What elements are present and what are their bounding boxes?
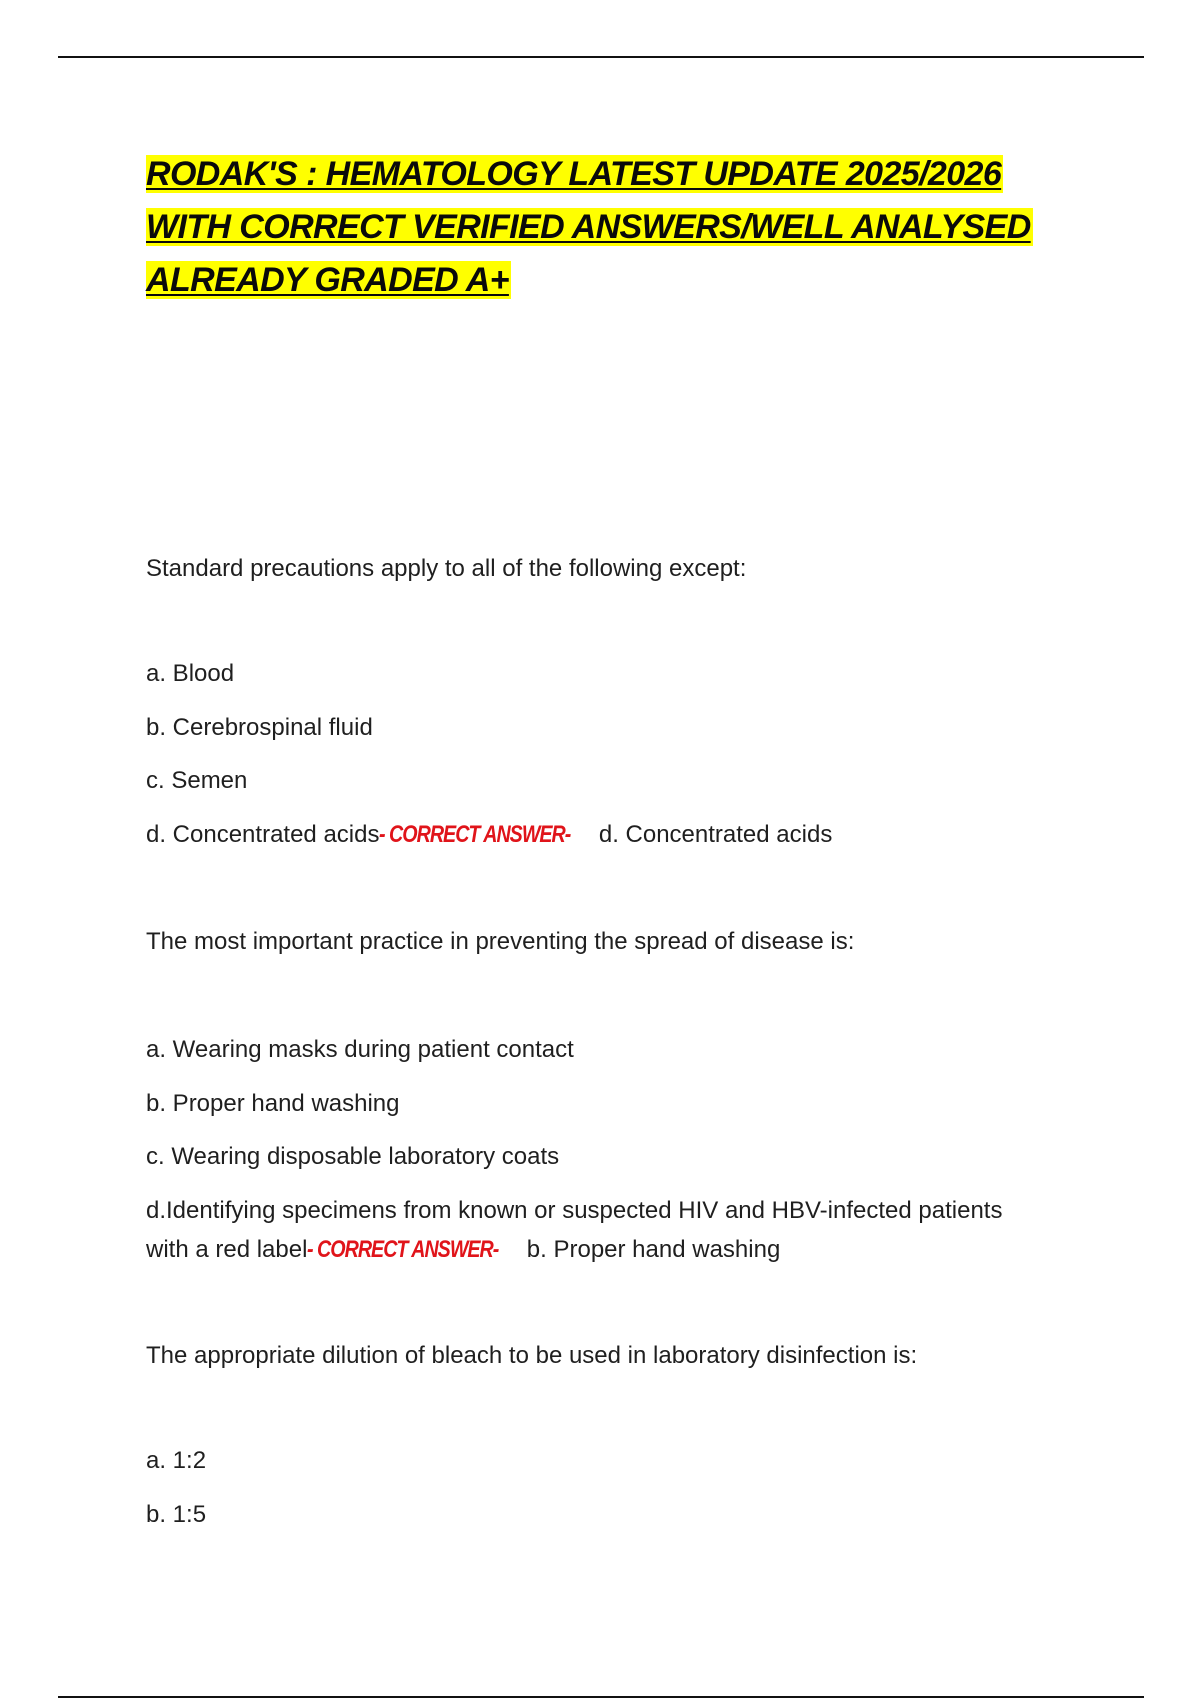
question-2: The most important practice in preventing the spread of disease is: — [146, 928, 855, 955]
title-line-3: ALREADY GRADED A+ — [146, 261, 509, 299]
q1-option-c: c. Semen — [146, 767, 248, 794]
q2-option-c: c. Wearing disposable laboratory coats — [146, 1143, 560, 1170]
q2-option-b: b. Proper hand washing — [146, 1090, 400, 1117]
question-1: Standard precautions apply to all of the following except: — [146, 555, 747, 582]
q2-answer: b. Proper hand washing — [526, 1236, 781, 1263]
header-rule — [58, 56, 1144, 58]
footer-rule — [58, 1696, 1144, 1698]
q2-option-a: a. Wearing masks during patient contact — [146, 1036, 574, 1063]
correct-answer-marker: - CORRECT ANSWER- — [307, 1236, 499, 1263]
q3-option-a: a. 1:2 — [146, 1447, 207, 1474]
title-line-2: WITH CORRECT VERIFIED ANSWERS/WELL ANALYSED — [146, 208, 1031, 246]
q1-option-d — [146, 815, 832, 854]
document-title — [146, 148, 1106, 307]
q2-option-d — [146, 1191, 1006, 1269]
q1-option-a: a. Blood — [146, 660, 235, 687]
correct-answer-marker: - CORRECT ANSWER- — [379, 821, 571, 848]
q2-option-d-text: d.Identifying specimens from known or suspected HIV and HBV-infected patients with a red label — [146, 1197, 1003, 1263]
q1-answer: d. Concentrated acids — [598, 821, 833, 848]
q1-option-b: b. Cerebrospinal fluid — [146, 714, 373, 741]
q3-option-b: b. 1:5 — [146, 1501, 207, 1528]
q1-option-d-text: d. Concentrated acids — [146, 821, 380, 848]
question-3: The appropriate dilution of bleach to be used in laboratory disinfection is: — [146, 1342, 918, 1369]
title-line-1: RODAK'S : HEMATOLOGY LATEST UPDATE 2025/2026 — [146, 155, 1002, 193]
